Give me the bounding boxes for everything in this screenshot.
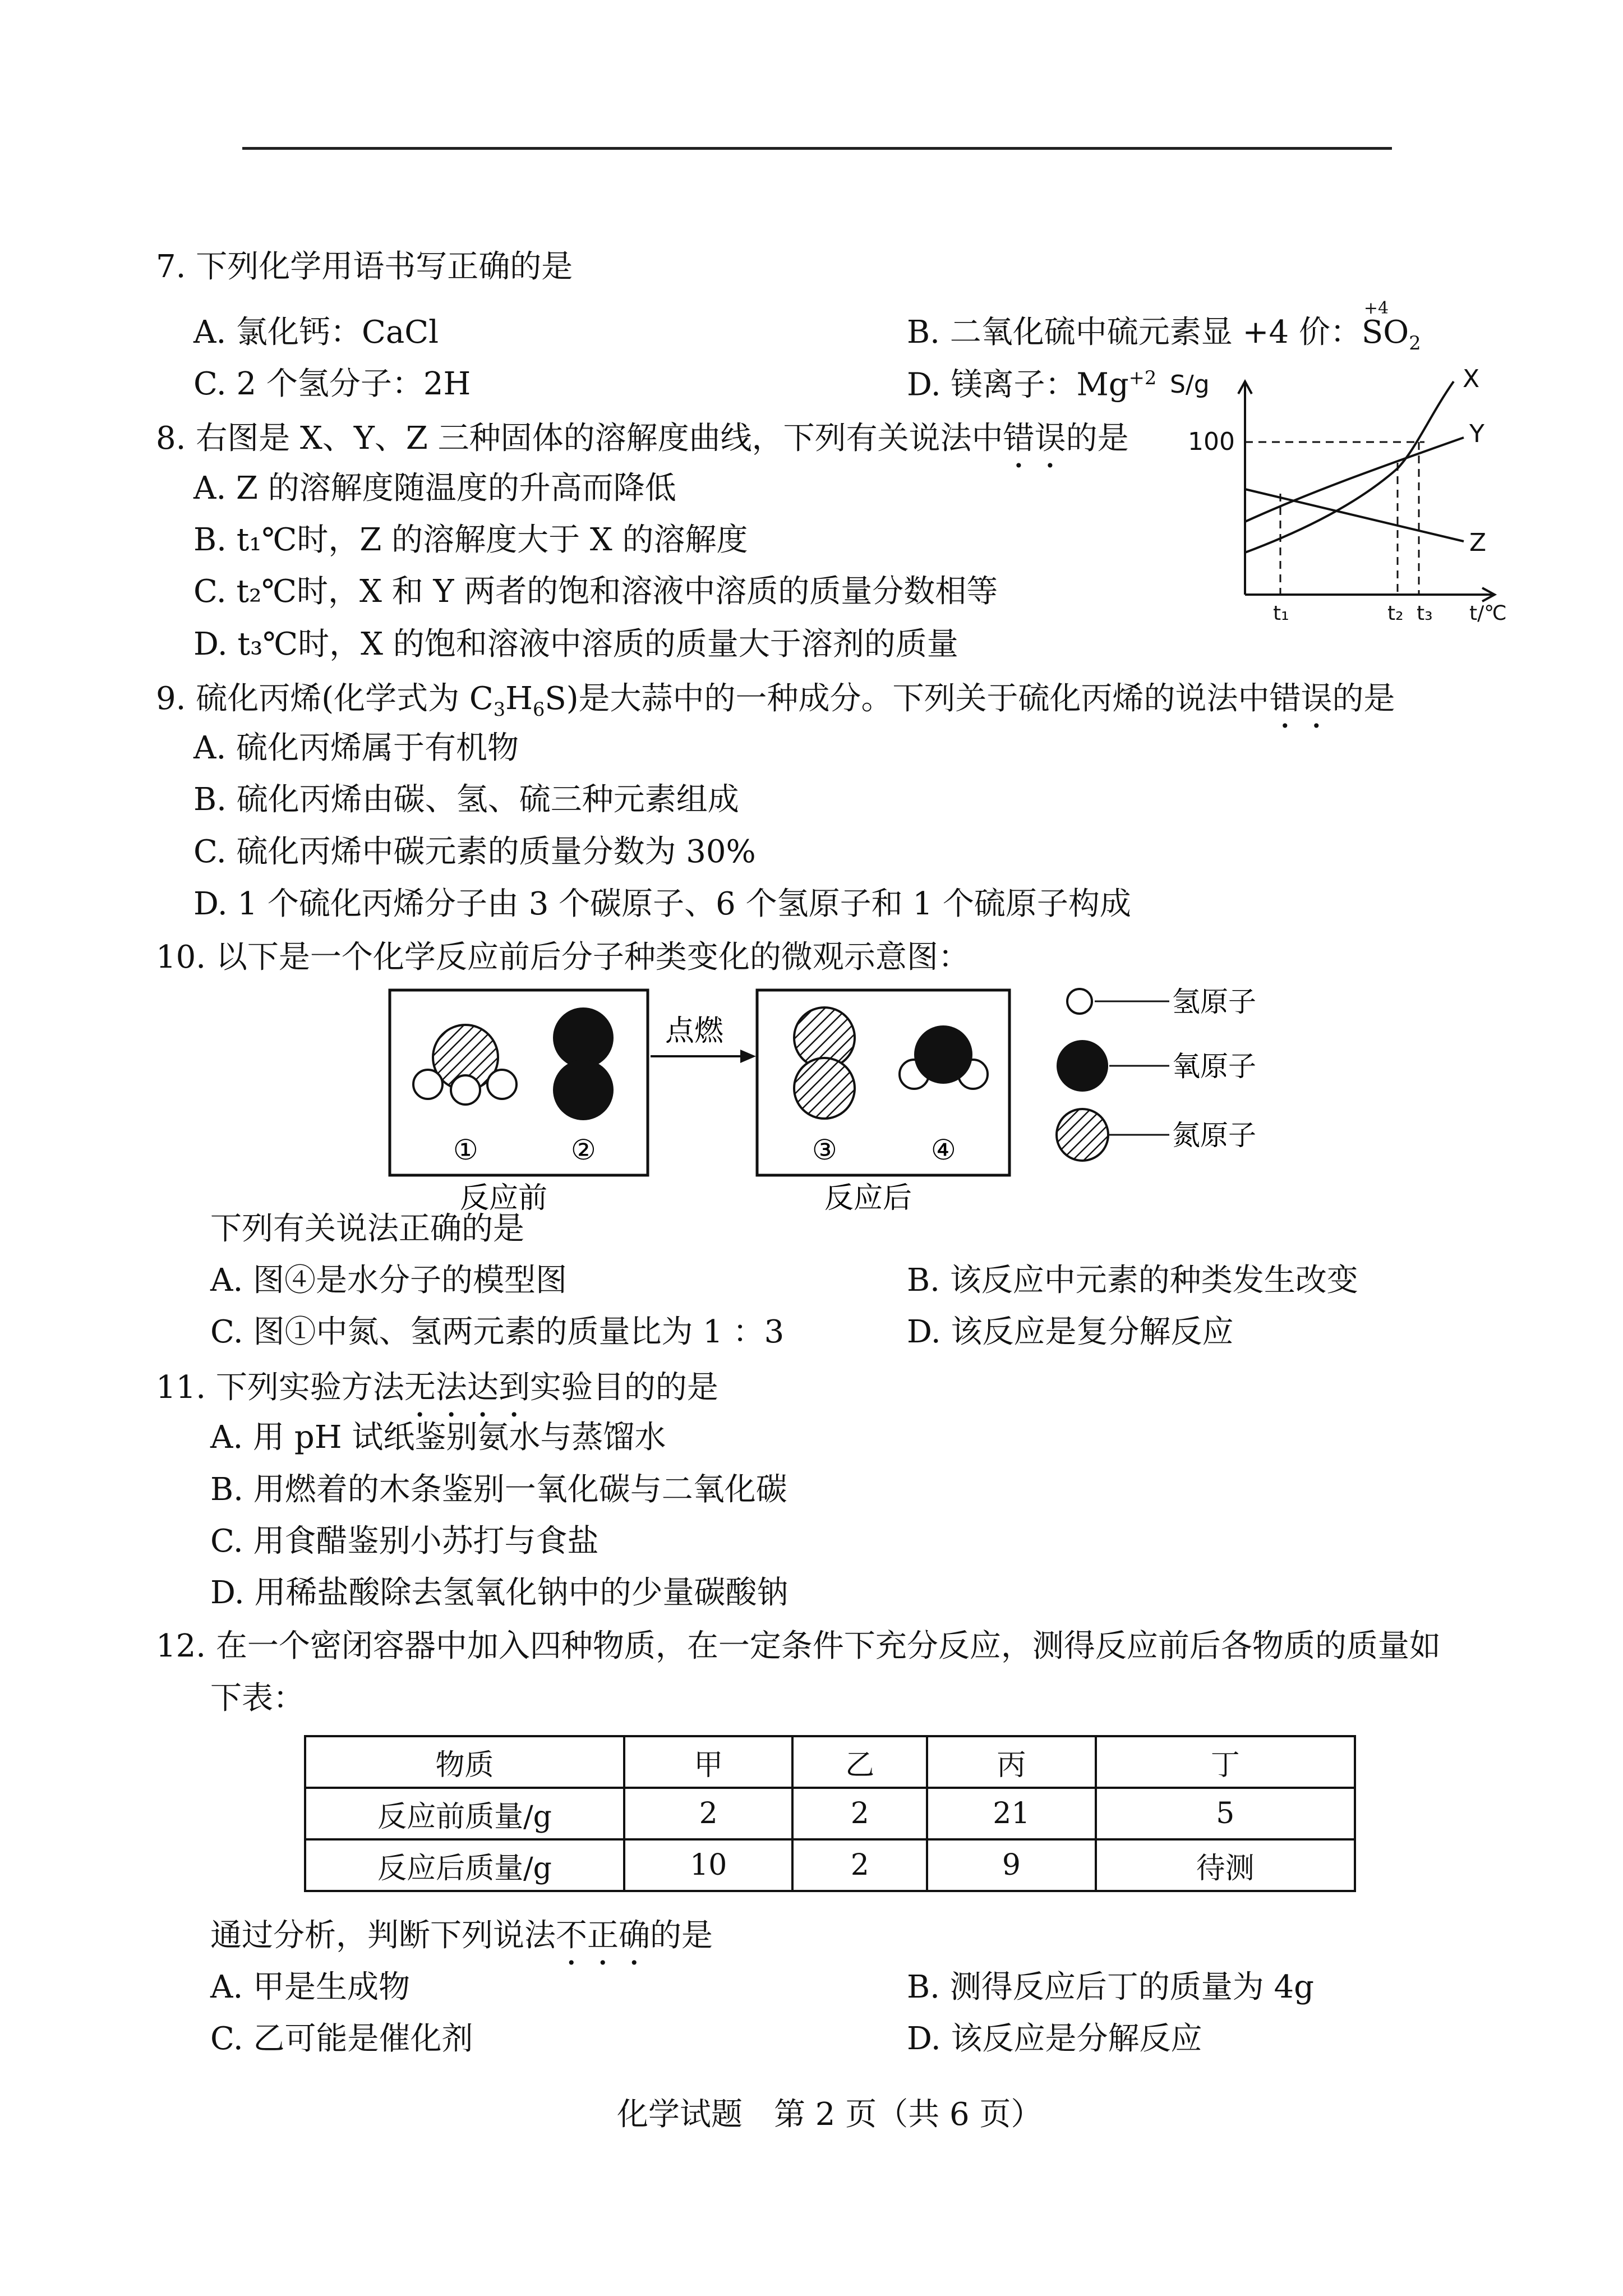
table-header-cell: 丙 xyxy=(927,1736,1095,1788)
q11-option-c: C. 用食醋鉴别小苏打与食盐 xyxy=(210,1523,599,1559)
q7-option-d xyxy=(907,366,1157,403)
table-cell: 2 xyxy=(624,1788,792,1839)
legend-hydrogen-icon xyxy=(1067,989,1092,1014)
table-cell: 21 xyxy=(927,1788,1095,1839)
molecule1-hydrogen-c xyxy=(487,1070,517,1099)
q12-option-b: B. 测得反应后丁的质量为 4g xyxy=(907,1969,1315,2005)
q9-option-d: D. 1 个硫化丙烯分子由 3 个碳原子、6 个氢原子和 1 个硫原子构成 xyxy=(193,886,1131,922)
page-footer: 化学试题 第 2 页（共 6 页） xyxy=(617,2096,1043,2133)
after-caption: 反应后 xyxy=(824,1181,912,1215)
mass-table xyxy=(304,1735,1356,1892)
q11-option-b: B. 用燃着的木条鉴别一氧化碳与二氧化碳 xyxy=(210,1471,787,1508)
label-1: ① xyxy=(453,1134,478,1166)
molecule1-hydrogen-b xyxy=(451,1075,480,1105)
series-label-x: X xyxy=(1463,365,1480,393)
table-row xyxy=(305,1839,1355,1891)
q8-option-b: B. t₁℃时，Z 的溶解度大于 X 的溶解度 xyxy=(193,522,748,558)
molecule1-hydrogen-a xyxy=(413,1070,442,1099)
q9-stem-emphasis: 错误 xyxy=(1269,680,1332,717)
q7-oxygen-symbol: O xyxy=(1383,314,1409,351)
q12-option-a: A. 甲是生成物 xyxy=(210,1969,411,2005)
q11-option-a: A. 用 pH 试纸鉴别氨水与蒸馏水 xyxy=(210,1419,666,1456)
y-axis-label: S/g xyxy=(1170,370,1210,399)
q10-sub-stem: 下列有关说法正确的是 xyxy=(210,1211,524,1247)
table-header-cell: 乙 xyxy=(792,1736,927,1788)
q8-stem xyxy=(156,420,1129,475)
molecule3-nitrogen-b xyxy=(794,1058,855,1119)
before-caption: 反应前 xyxy=(460,1181,548,1215)
y-reference-label: 100 xyxy=(1188,427,1235,456)
q9-stem-pre: 9. 硫化丙烯(化学式为 C xyxy=(156,680,494,717)
q10-option-c: C. 图①中氮、氢两元素的质量比为 1 ：3 xyxy=(210,1314,785,1350)
q12-sub-stem xyxy=(210,1917,713,1972)
q9-option-a: A. 硫化丙烯属于有机物 xyxy=(193,730,519,766)
table-cell: 2 xyxy=(792,1839,927,1891)
q8-option-a: A. Z 的溶解度随温度的升高而降低 xyxy=(193,470,676,507)
curve-y xyxy=(1245,438,1464,522)
molecule2-oxygen-a xyxy=(553,1007,614,1068)
q12-stem-line2: 下表： xyxy=(210,1680,305,1717)
q7-option-b xyxy=(907,298,1421,355)
q8-stem-post: 的是 xyxy=(1066,420,1129,457)
legend-nitrogen-icon xyxy=(1057,1109,1108,1161)
table-row xyxy=(305,1788,1355,1839)
q12-option-d: D. 该反应是分解反应 xyxy=(907,2021,1202,2057)
table-cell: 待测 xyxy=(1096,1839,1355,1891)
q7-option-b-sulfur xyxy=(1361,298,1389,351)
q12-sub-stem-pre: 通过分析，判断下列说法 xyxy=(210,1917,556,1954)
table-header-row xyxy=(305,1736,1355,1788)
reaction-diagram xyxy=(381,984,1481,1220)
table-header-cell: 物质 xyxy=(305,1736,624,1788)
q10-option-a: A. 图④是水分子的模型图 xyxy=(210,1262,568,1299)
curve-z xyxy=(1245,489,1464,541)
q9-option-b: B. 硫化丙烯由碳、氢、硫三种元素组成 xyxy=(193,781,739,818)
label-3: ③ xyxy=(812,1134,837,1166)
reaction-arrowhead xyxy=(740,1050,756,1063)
q10-stem: 10. 以下是一个化学反应前后分子种类变化的微观示意图： xyxy=(156,939,970,976)
q7-stem: 7. 下列化学用语书写正确的是 xyxy=(156,249,573,285)
q10-option-b: B. 该反应中元素的种类发生改变 xyxy=(907,1262,1358,1299)
legend-nitrogen-label: 氮原子 xyxy=(1172,1119,1256,1152)
q7-valence-mark: +4 xyxy=(1363,298,1389,318)
q9-h: H xyxy=(505,680,533,717)
q9-stem xyxy=(156,680,1395,735)
q11-stem-post: 实验目的的是 xyxy=(529,1369,718,1406)
q9-stem-mid: S)是大蒜中的一种成分。下列关于硫化丙烯的说法中 xyxy=(545,680,1270,717)
q8-stem-pre: 8. 右图是 X、Y、Z 三种固体的溶解度曲线，下列有关说法中 xyxy=(156,420,1003,457)
header-rule xyxy=(242,147,1392,150)
q7-option-d-charge: +2 xyxy=(1128,367,1157,389)
label-4: ④ xyxy=(931,1134,956,1166)
q8-option-c: C. t₂℃时，X 和 Y 两者的饱和溶液中溶质的质量分数相等 xyxy=(193,573,998,610)
table-cell: 9 xyxy=(927,1839,1095,1891)
table-cell: 反应前质量/g xyxy=(305,1788,624,1839)
q11-stem-emphasis: 无法达到 xyxy=(404,1369,530,1406)
q8-stem-emphasis: 错误 xyxy=(1003,420,1066,457)
q7-option-b-prefix: B. 二氧化硫中硫元素显 +4 价： xyxy=(907,314,1362,351)
table-cell: 10 xyxy=(624,1839,792,1891)
legend-oxygen-icon xyxy=(1057,1040,1108,1092)
series-label-y: Y xyxy=(1469,420,1484,448)
q7-option-c: C. 2 个氢分子：2H xyxy=(193,366,471,402)
q12-sub-stem-emphasis: 不正确 xyxy=(556,1917,650,1954)
legend-oxygen-label: 氧原子 xyxy=(1172,1050,1256,1083)
label-2: ② xyxy=(571,1134,596,1166)
molecule2-oxygen-b xyxy=(553,1060,614,1120)
q9-sub-6: 6 xyxy=(532,698,545,721)
q11-option-d: D. 用稀盐酸除去氢氧化钠中的少量碳酸钠 xyxy=(210,1575,789,1611)
q10-option-d: D. 该反应是复分解反应 xyxy=(907,1314,1234,1350)
q7-option-a: A. 氯化钙：CaCl xyxy=(193,314,439,351)
curve-x xyxy=(1245,381,1454,553)
table-cell: 2 xyxy=(792,1788,927,1839)
q7-option-d-prefix: D. 镁离子：Mg xyxy=(907,366,1129,403)
molecule4-oxygen xyxy=(914,1025,972,1084)
q9-option-c: C. 硫化丙烯中碳元素的质量分数为 30% xyxy=(193,834,756,870)
series-label-z: Z xyxy=(1469,528,1487,557)
tick-t2: t₂ xyxy=(1387,602,1404,625)
tick-t1: t₁ xyxy=(1273,602,1289,625)
q9-stem-post: 的是 xyxy=(1332,680,1395,717)
arrow-label: 点燃 xyxy=(665,1014,724,1048)
q12-stem-line1: 12. 在一个密闭容器中加入四种物质，在一定条件下充分反应，测得反应前后各物质的质量如 xyxy=(156,1628,1441,1664)
q11-stem-pre: 11. 下列实验方法 xyxy=(156,1369,404,1406)
table-header-cell: 甲 xyxy=(624,1736,792,1788)
x-axis-label: t/℃ xyxy=(1469,602,1507,625)
q8-option-d: D. t₃℃时，X 的饱和溶液中溶质的质量大于溶剂的质量 xyxy=(193,626,958,662)
table-cell: 反应后质量/g xyxy=(305,1839,624,1891)
q12-option-c: C. 乙可能是催化剂 xyxy=(210,2021,473,2057)
q7-oxygen-subscript: 2 xyxy=(1409,332,1421,355)
table-header-cell: 丁 xyxy=(1096,1736,1355,1788)
q12-sub-stem-post: 的是 xyxy=(650,1917,713,1954)
tick-t3: t₃ xyxy=(1417,602,1433,625)
q11-stem xyxy=(156,1369,718,1424)
q7-sulfur-symbol: S xyxy=(1361,314,1384,351)
solubility-chart xyxy=(1166,359,1514,628)
q9-sub-3: 3 xyxy=(493,698,506,721)
table-cell: 5 xyxy=(1096,1788,1355,1839)
legend-hydrogen-label: 氢原子 xyxy=(1172,986,1256,1018)
